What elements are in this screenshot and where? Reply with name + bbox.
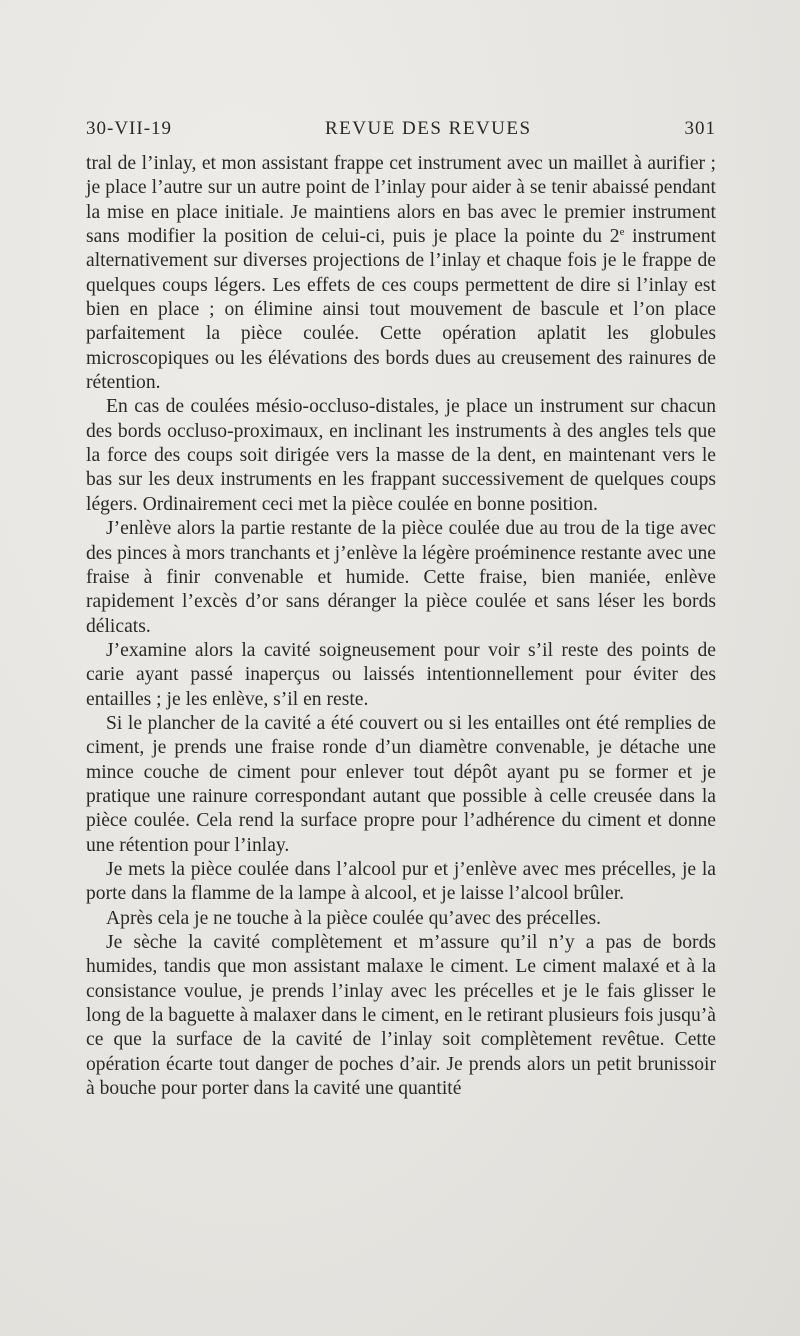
running-header — [86, 118, 716, 148]
paragraph-4: J’examine alors la cavité soigneusement pour voir s’il reste des points de carie ayant passé inaperçus ou laissés intentionnellement pour éviter des entailles ; je les enlève, s’il en reste. — [86, 639, 716, 710]
paragraph-7: Après cela je ne touche à la pièce coulée qu’avec des précelles. — [106, 907, 602, 929]
paragraph-6: Je mets la pièce coulée dans l’alcool pur et j’enlève avec mes précelles, je la porte dans la flamme de la lampe à alcool, et je laisse l’alcool brûler. — [86, 858, 716, 905]
paragraph-3: J’enlève alors la partie restante de la pièce coulée due au trou de la tige avec des pinces à mors tranchants et j’enlève la légère proéminence restante avec une fraise à finir convenable et humide. Cette fraise, bien maniée, enlève rapidement l’excès d’or sans déranger la pièce coulée et sans léser les bords délicats. — [86, 518, 716, 637]
paragraph-2: En cas de coulées mésio-occluso-distales, je place un instrument sur chacun des bords occluso-proximaux, en inclinant les instruments à des angles tels que la force des coups soit dirigée vers la masse de la dent, en maintenant vers le bas sur les deux instruments en les frappant successivement de quelques coups légers. Ordinairement ceci met la pièce coulée en bonne position. — [86, 396, 716, 515]
header-date: 30-VII-19 — [86, 118, 173, 139]
paragraph-1-end: instrument alternativement sur diverses projections de l’inlay et chaque fois je le frappe de quelques coups légers. Les effets de ces coups permettent de dire si l’inlay est bien en place ; on élimine ainsi tout mouvement de bascule et l’on place parfaitement la pièce coulée. Cette opération aplatit les globules microscopiques ou les élévations des bords dues au creusement des rainures de rétention. — [86, 226, 716, 394]
body-text — [86, 152, 716, 1101]
superscript-e: e — [619, 226, 625, 239]
paragraph-1 — [86, 152, 716, 395]
document-page — [86, 118, 716, 1101]
journal-title: REVUE DES REVUES — [324, 118, 532, 139]
paragraph-8: Je sèche la cavité complètement et m’assure qu’il n’y a pas de bords humides, tandis que mon assistant malaxe le ciment. Le ciment malaxé et à la consistance voulue, je prends l’inlay avec les précelles et je le fais glisser le long de la baguette à malaxer dans le ciment, en le retirant plusieurs fois jusqu’à ce que la surface de la cavité de l’inlay soit complètement revêtue. Cette opération écarte tout danger de poches d’air. Je prends alors un petit brunissoir à bouche pour porter dans la cavité une quantité — [86, 932, 716, 1100]
paragraph-1-start: tral de l’inlay, et mon assistant frappe cet instrument avec un maillet à aurifier ; je place l’autre sur un autre point de l’inlay pour aider à se tenir abaissé pendant la mise en place initiale. Je maintiens alors en bas avec le premier instrument sans modifier la position de celui-ci, puis je place la pointe du 2 — [86, 153, 716, 248]
paragraph-5: Si le plancher de la cavité a été couvert ou si les entailles ont été remplies de ciment, je prends une fraise ronde d’un diamètre convenable, je détache une mince couche de ciment pour enlever tout dépôt ayant pu se former et je pratique une rainure correspondant autant que possible à celle creusée dans la pièce coulée. Cela rend la surface propre pour l’adhérence du ciment et donne une rétention pour l’inlay. — [86, 712, 716, 856]
page-number: 301 — [684, 118, 716, 139]
